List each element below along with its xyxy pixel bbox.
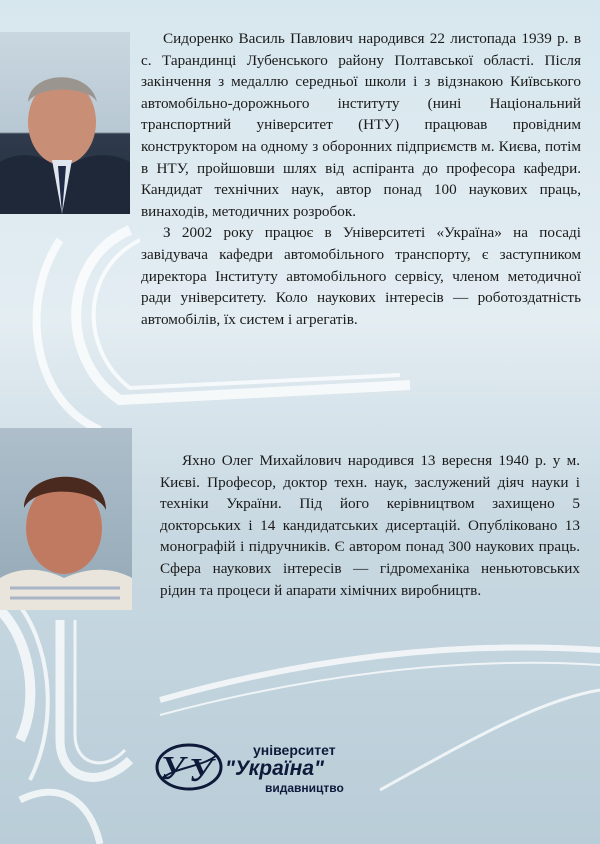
biography-sidorenko: [141, 28, 581, 330]
bio-paragraph: З 2002 року працює в Університеті «Україна» на посаді завідувача кафедри автомобільного транспорту, є заступником директора Інституту автомобільного сервісу, членом методичної ради університету. Коло наукових інтересів — роботоздатність автомобілів, їх систем і агрегатів.: [141, 224, 581, 328]
biography-yakhno: [160, 450, 580, 601]
logo-word-publisher: видавництво: [265, 781, 344, 795]
logo-letter: У: [189, 752, 213, 789]
publisher-logo: [155, 737, 370, 797]
logo-word-ukraina: "Україна": [225, 757, 324, 780]
portrait-sidorenko: [0, 32, 130, 214]
logo-word-university: університет: [253, 742, 336, 758]
bio-paragraph: Сидоренко Василь Павлович народився 22 листопада 1939 р. в с. Тарандинці Лубенського району Полтавської області. Після закінчення з медаллю середньої школи і з відзнакою Київського автомобільно-дорожнього інституту (нині Національний транспортний університет (НТУ) працював провідним конструктором на одному з оборонних підприємств м. Києва, потім в НТУ, пройшовши шлях від аспіранта до професора кафедри. Кандидат технічних наук, автор понад 100 наукових праць, винаходів, методичних розробок.: [141, 30, 581, 220]
portrait-yakhno: [0, 428, 132, 610]
logo-letter: У: [161, 750, 185, 787]
bio-paragraph: Яхно Олег Михайлович народився 13 вересня 1940 р. у м. Києві. Професор, доктор техн. наук, заслужений діяч науки і техніки України. Під його керівництвом захищено 5 докторських і 14 кандидатських дисертацій. Опубліковано 13 монографій і підручників. Є автором понад 300 наукових праць. Сфера наукових інтересів — гідромеханіка неньютовських рідин та процеси й апарати хімічних виробництв.: [160, 452, 580, 599]
